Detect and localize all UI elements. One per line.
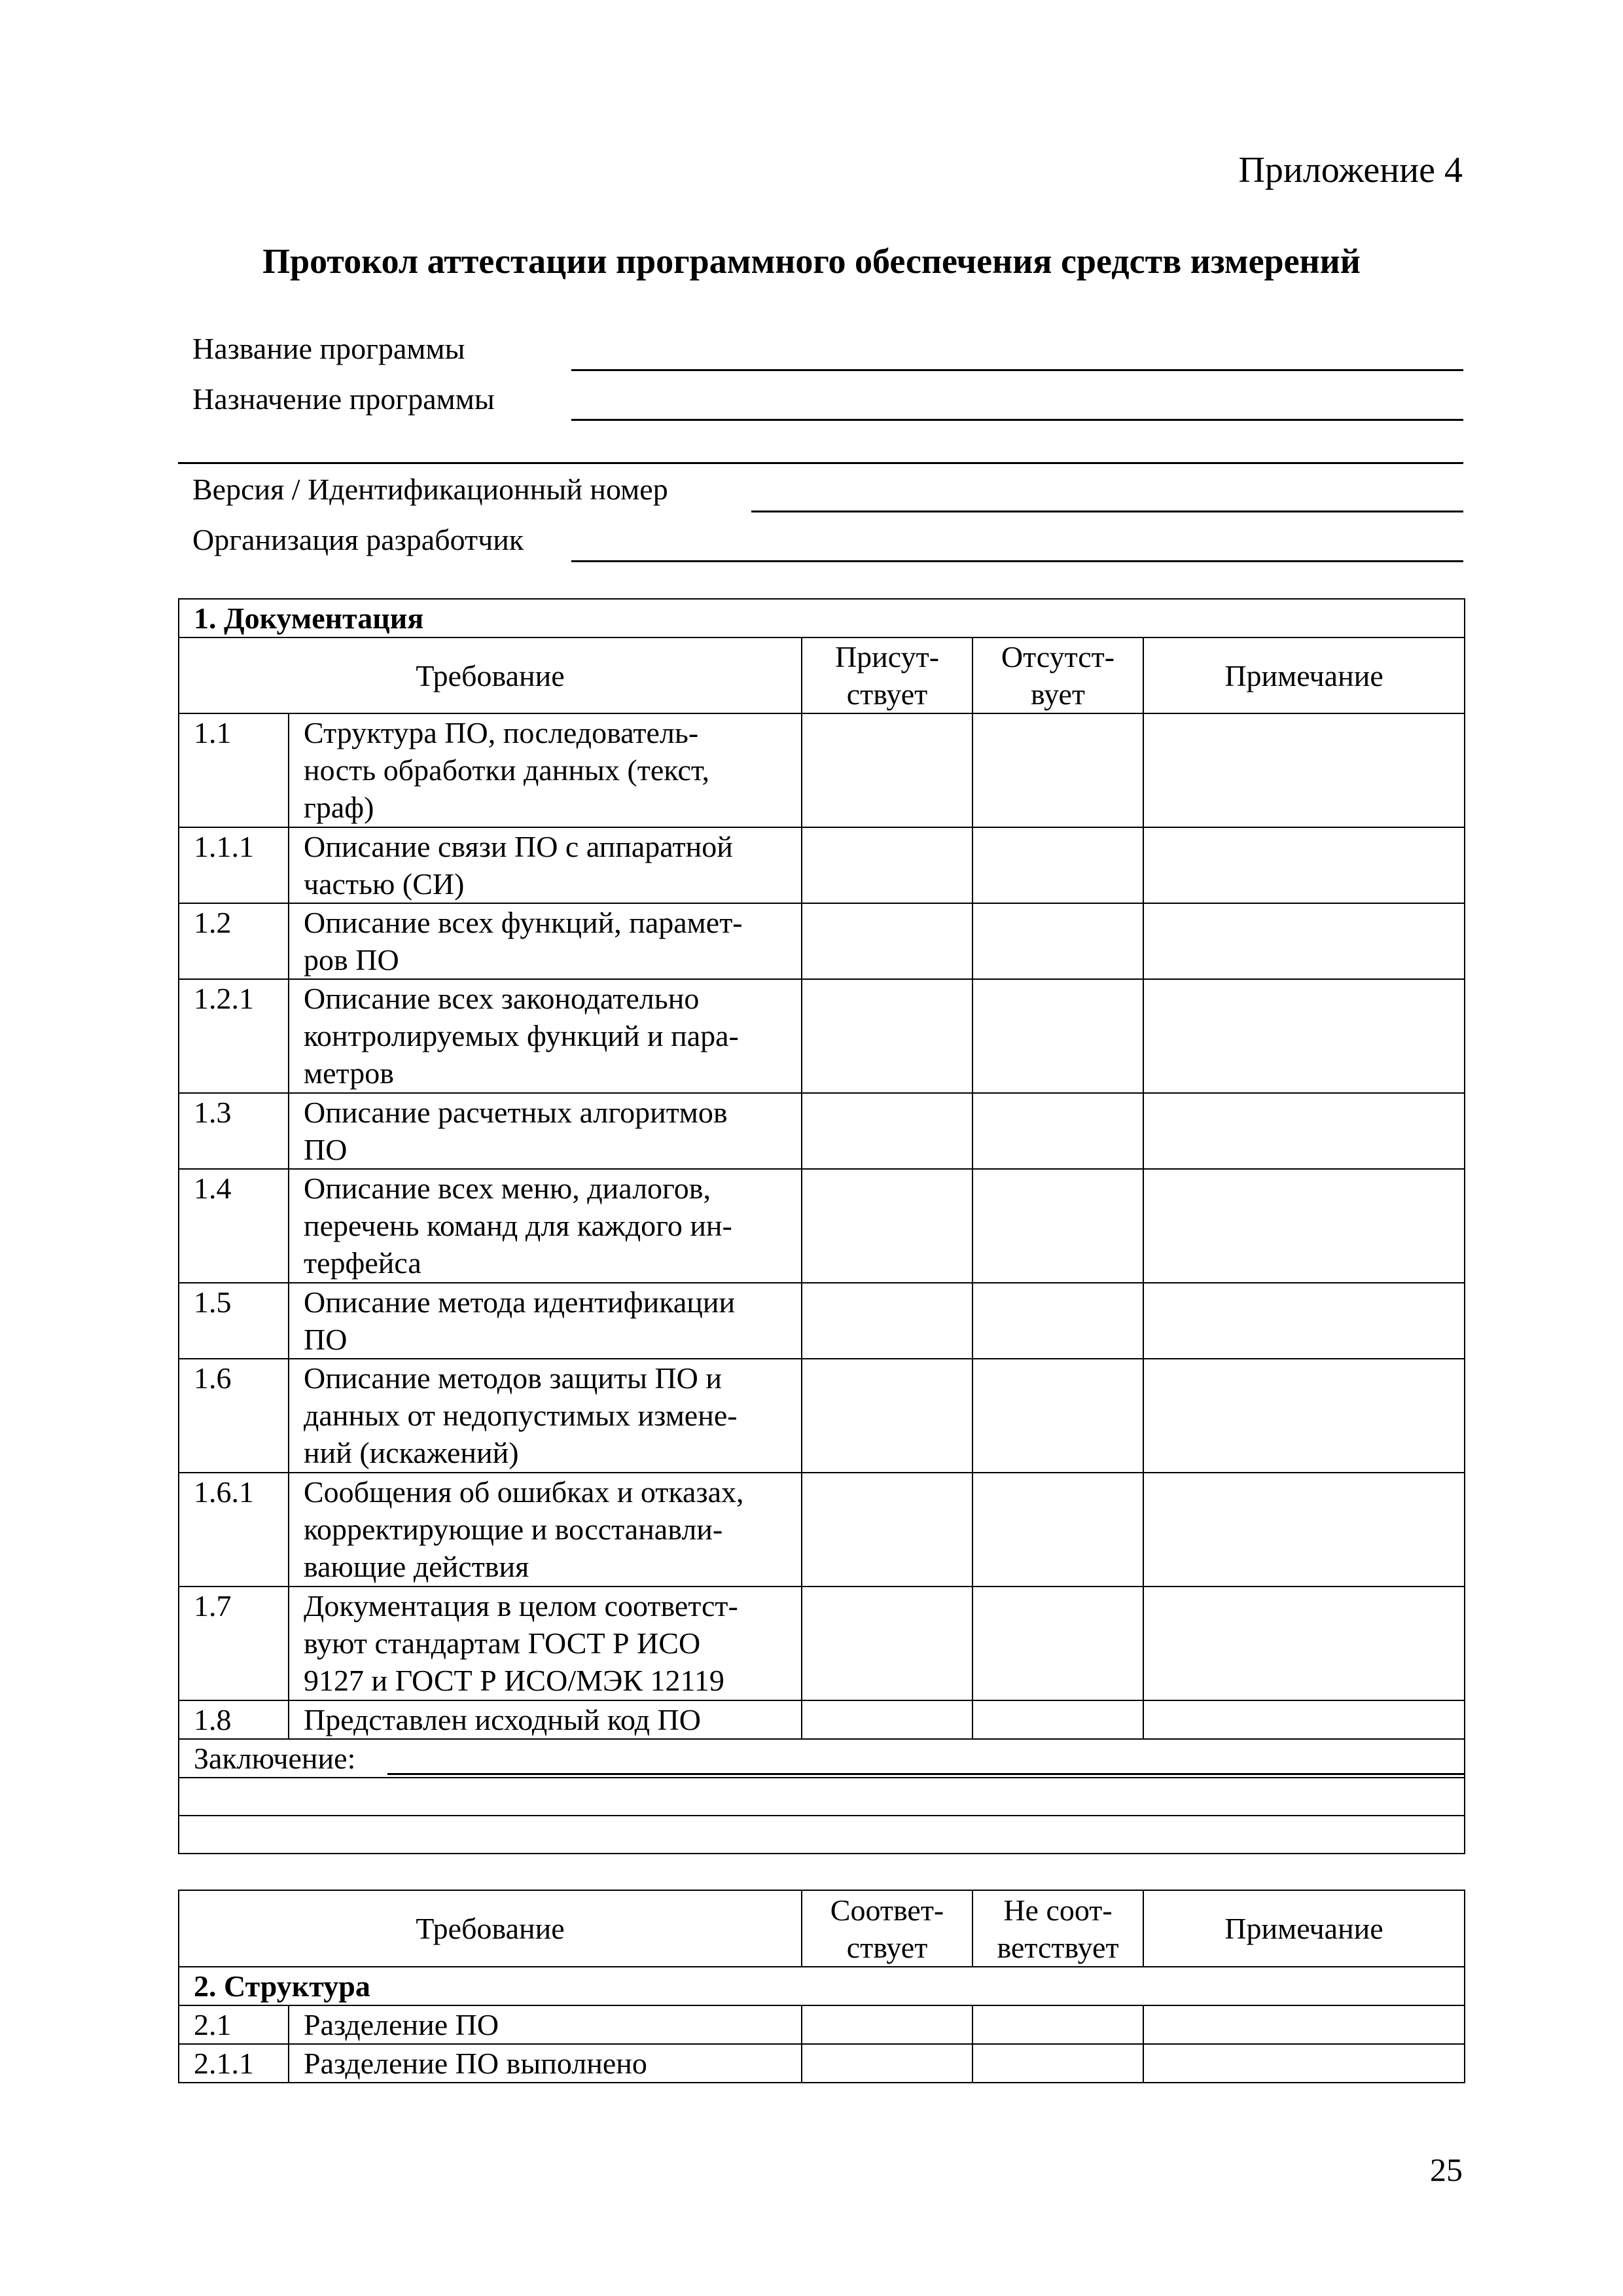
table-row (179, 979, 1465, 1093)
complies-header: Соответ- ствует (802, 1890, 972, 1967)
note-cell[interactable] (1143, 1587, 1465, 1700)
present-cell[interactable] (802, 713, 972, 827)
absent-cell[interactable] (972, 979, 1143, 1093)
absent-cell[interactable] (972, 1587, 1143, 1700)
note-cell[interactable] (1143, 1169, 1465, 1283)
note-cell[interactable] (1143, 1093, 1465, 1169)
present-cell[interactable] (802, 1283, 972, 1359)
requirement-number: 1.6.1 (179, 1473, 289, 1587)
requirement-number: 2.1 (179, 2005, 289, 2044)
requirement-text: Описание метода идентификации ПО (289, 1283, 802, 1359)
requirement-number: 1.1.1 (179, 827, 289, 903)
conclusion-cell (179, 1739, 1465, 1778)
present-cell[interactable] (802, 979, 972, 1093)
version-id-line[interactable] (751, 511, 1463, 512)
requirement-text: Разделение ПО выполнено (289, 2044, 802, 2083)
absent-cell[interactable] (972, 827, 1143, 903)
requirement-number: 1.7 (179, 1587, 289, 1700)
requirement-header: Требование (179, 637, 802, 713)
absent-cell[interactable] (972, 1093, 1143, 1169)
requirement-text: Представлен исходный код ПО (289, 1700, 802, 1739)
requirement-text: Структура ПО, последователь- ность обработки данных (текст, граф) (289, 713, 802, 827)
program-purpose-label: Назначение программы (192, 382, 495, 416)
conclusion-row (179, 1739, 1465, 1778)
program-purpose-line-2[interactable] (178, 462, 1463, 464)
present-cell[interactable] (802, 827, 972, 903)
developer-org-label: Организация разработчик (192, 523, 524, 556)
requirement-header-2: Требование (179, 1890, 802, 1967)
documentation-table (178, 598, 1465, 1854)
requirement-text: Документация в целом соответст- вуют стандартам ГОСТ Р ИСО 9127 и ГОСТ Р ИСО/МЭК 12119 (289, 1587, 802, 1700)
complies-cell[interactable] (802, 2005, 972, 2044)
requirement-text: Сообщения об ошибках и отказах, корректирующие и восстанавли- вающие действия (289, 1473, 802, 1587)
page-number: 25 (1430, 2151, 1463, 2188)
absent-cell[interactable] (972, 1700, 1143, 1739)
requirement-text: Описание связи ПО с аппаратной частью (СИ) (289, 827, 802, 903)
structure-section-title: 2. Структура (179, 1967, 1465, 2005)
requirement-number: 2.1.1 (179, 2044, 289, 2083)
program-purpose-line[interactable] (571, 419, 1463, 421)
table-row (179, 1169, 1465, 1283)
note-cell[interactable] (1143, 2044, 1465, 2083)
conclusion-blank-row (179, 1778, 1465, 1816)
version-id-label: Версия / Идентификационный номер (192, 473, 668, 506)
conclusion-line[interactable] (387, 1773, 1464, 1775)
note-cell[interactable] (1143, 713, 1465, 827)
not-complies-cell[interactable] (972, 2005, 1143, 2044)
conclusion-blank-cell[interactable] (179, 1816, 1465, 1854)
absent-cell[interactable] (972, 1283, 1143, 1359)
requirement-text: Описание всех законодательно контролируемых функций и пара- метров (289, 979, 802, 1093)
table-row (179, 827, 1465, 903)
complies-cell[interactable] (802, 2044, 972, 2083)
present-cell[interactable] (802, 1473, 972, 1587)
table-row (179, 1473, 1465, 1587)
table-row (179, 1587, 1465, 1700)
requirement-number: 1.3 (179, 1093, 289, 1169)
requirement-number: 1.6 (179, 1359, 289, 1473)
note-cell[interactable] (1143, 1473, 1465, 1587)
requirement-text: Описание методов защиты ПО и данных от недопустимых измене- ний (искажений) (289, 1359, 802, 1473)
present-cell[interactable] (802, 1359, 972, 1473)
table-row (179, 2005, 1465, 2044)
table-row (179, 2044, 1465, 2083)
note-cell[interactable] (1143, 903, 1465, 979)
requirement-number: 1.2 (179, 903, 289, 979)
note-cell[interactable] (1143, 827, 1465, 903)
requirement-text: Описание расчетных алгоритмов ПО (289, 1093, 802, 1169)
note-cell[interactable] (1143, 1359, 1465, 1473)
conclusion-label: Заключение: (194, 1742, 356, 1775)
table-row (179, 713, 1465, 827)
note-header-2: Примечание (1143, 1890, 1465, 1967)
conclusion-blank-row (179, 1816, 1465, 1854)
structure-table (178, 1890, 1465, 2083)
requirement-number: 1.4 (179, 1169, 289, 1283)
note-cell[interactable] (1143, 2005, 1465, 2044)
present-cell[interactable] (802, 1093, 972, 1169)
developer-org-line[interactable] (571, 560, 1463, 562)
requirement-text: Описание всех функций, парамет- ров ПО (289, 903, 802, 979)
page-title: Протокол аттестации программного обеспечения средств измерений (262, 242, 1361, 281)
requirement-number: 1.1 (179, 713, 289, 827)
program-name-line[interactable] (571, 369, 1463, 371)
conclusion-blank-cell[interactable] (179, 1778, 1465, 1816)
note-cell[interactable] (1143, 1283, 1465, 1359)
table-row (179, 1359, 1465, 1473)
note-cell[interactable] (1143, 1700, 1465, 1739)
absent-header: Отсутст- вует (972, 637, 1143, 713)
present-header: Присут- ствует (802, 637, 972, 713)
appendix-label: Приложение 4 (1238, 150, 1463, 190)
note-cell[interactable] (1143, 979, 1465, 1093)
present-cell[interactable] (802, 1587, 972, 1700)
present-cell[interactable] (802, 1169, 972, 1283)
requirement-number: 1.5 (179, 1283, 289, 1359)
table-row (179, 903, 1465, 979)
program-name-label: Название программы (192, 332, 465, 365)
absent-cell[interactable] (972, 1359, 1143, 1473)
absent-cell[interactable] (972, 903, 1143, 979)
requirement-number: 1.8 (179, 1700, 289, 1739)
not-complies-header: Не соот- ветствует (972, 1890, 1143, 1967)
requirement-text: Описание всех меню, диалогов, перечень команд для каждого ин- терфейса (289, 1169, 802, 1283)
absent-cell[interactable] (972, 1169, 1143, 1283)
note-header: Примечание (1143, 637, 1465, 713)
documentation-section-title: 1. Документация (179, 599, 1465, 637)
table-row (179, 1093, 1465, 1169)
not-complies-cell[interactable] (972, 2044, 1143, 2083)
absent-cell[interactable] (972, 1473, 1143, 1587)
requirement-text: Разделение ПО (289, 2005, 802, 2044)
requirement-number: 1.2.1 (179, 979, 289, 1093)
present-cell[interactable] (802, 1700, 972, 1739)
absent-cell[interactable] (972, 713, 1143, 827)
table-row (179, 1283, 1465, 1359)
present-cell[interactable] (802, 903, 972, 979)
table-row (179, 1700, 1465, 1739)
